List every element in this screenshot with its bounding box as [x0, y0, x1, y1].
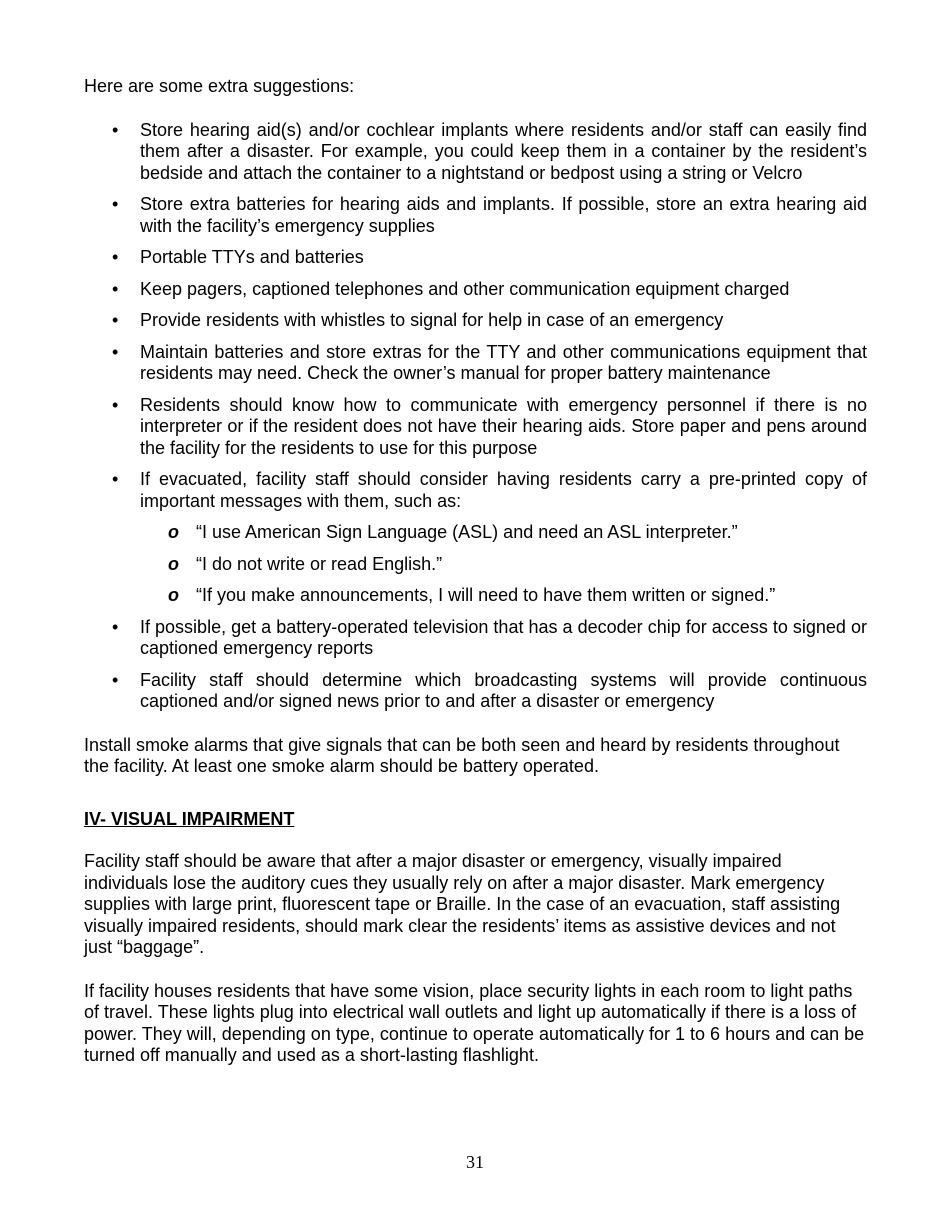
list-item: • Portable TTYs and batteries — [84, 247, 867, 269]
document-page — [84, 76, 867, 1067]
list-item: • Provide residents with whistles to signal for help in case of an emergency — [84, 310, 867, 332]
sub-list-item-text: “I use American Sign Language (ASL) and need an ASL interpreter.” — [196, 522, 738, 542]
section-heading: IV- VISUAL IMPAIRMENT — [84, 808, 295, 829]
sub-list-item-text: “If you make announcements, I will need to have them written or signed.” — [196, 585, 776, 605]
list-item: • Keep pagers, captioned telephones and other communication equipment charged — [84, 279, 867, 301]
list-item: • Facility staff should determine which broadcasting systems will provide continuous captioned and/or signed news prior to and after a disaster or emergency — [84, 670, 867, 713]
page-number: 31 — [466, 1152, 484, 1172]
list-item: • Maintain batteries and store extras for the TTY and other communications equipment that residents may need. Check the owner’s manual for proper battery maintenance — [84, 342, 867, 385]
visual-impairment-paragraph: Facility staff should be aware that after a major disaster or emergency, visually impaired individuals lose the auditory cues they usually rely on after a major disaster. Mark emergency supplies with large print, fluorescent tape or Braille. In the case of an evacuation, staff assisting visually impaired residents, should mark clear the residents’ items as assistive devices and not just “baggage”. — [84, 851, 841, 957]
intro-text: Here are some extra suggestions: — [84, 76, 355, 96]
sub-list-item — [84, 522, 867, 544]
list-item-with-sublist — [84, 469, 867, 607]
list-item: • Store hearing aid(s) and/or cochlear implants where residents and/or staff can easily find them after a disaster. For example, you could keep them in a container by the resident’s bedside and attach the container to a nightstand or bedpost using a string or Velcro — [84, 120, 867, 185]
sub-list-item — [84, 554, 867, 576]
sub-list-item-text: “I do not write or read English.” — [196, 553, 443, 574]
sub-list-item — [84, 585, 867, 607]
suggestions-list — [84, 120, 867, 713]
sub-bullet-marker: o — [168, 585, 179, 605]
sub-bullet-marker: o — [168, 522, 179, 542]
list-item-text: If evacuated, facility staff should consider having residents carry a pre-printed copy of important messages with them, such as: — [140, 469, 867, 511]
smoke-alarm-paragraph: Install smoke alarms that give signals that can be both seen and heard by residents throughout the facility. At least one smoke alarm should be battery operated. — [84, 734, 840, 776]
message-sublist — [140, 522, 867, 607]
sub-bullet-marker: o — [168, 553, 179, 574]
list-item: • Residents should know how to communicate with emergency personnel if there is no interpreter or if the resident does not have their hearing aids. Store paper and pens around the facility for the residents to use for this purpose — [84, 395, 867, 460]
list-item: • Store extra batteries for hearing aids and implants. If possible, store an extra hearing aid with the facility’s emergency supplies — [84, 194, 867, 237]
list-item: • If possible, get a battery-operated television that has a decoder chip for access to signed or captioned emergency reports — [84, 617, 867, 660]
security-lights-paragraph: If facility houses residents that have some vision, place security lights in each room to light paths of travel. These lights plug into electrical wall outlets and light up automatically if there is a loss of power. They will, depending on type, continue to operate automatically for 1 to 6 hours and can be turned off manually and used as a short-lasting flashlight. — [84, 980, 865, 1065]
